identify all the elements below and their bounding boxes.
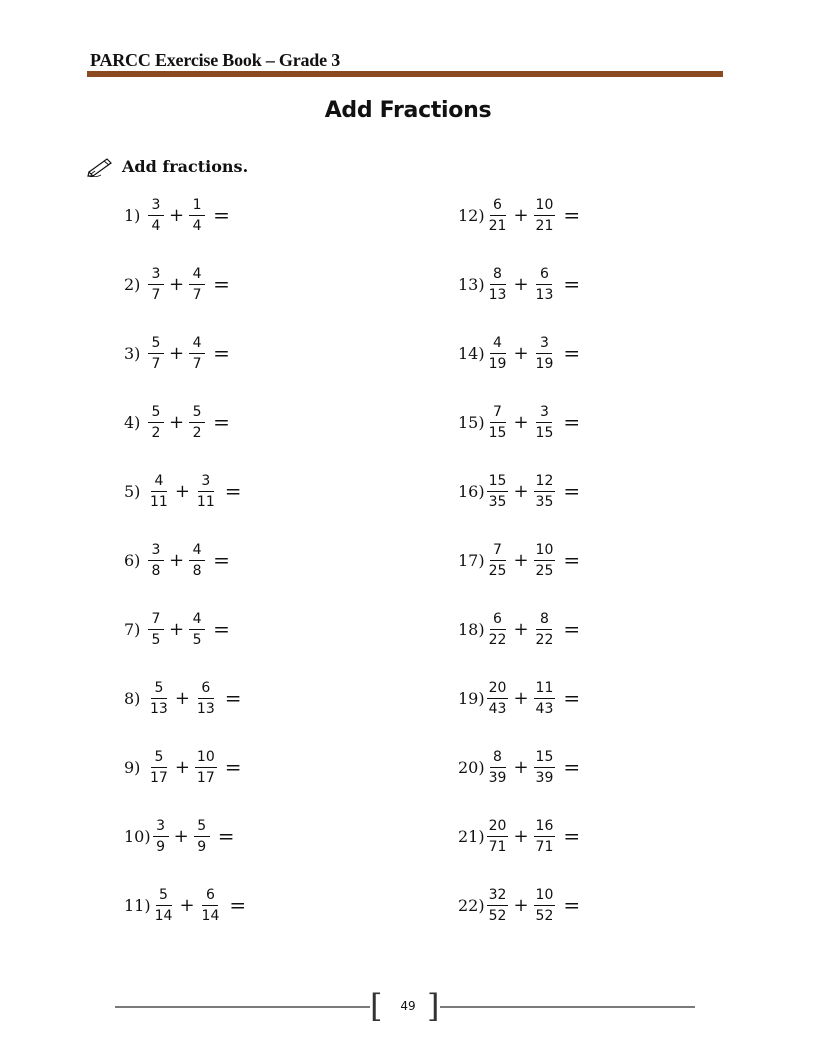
denominator: 35 [535, 493, 554, 510]
numerator: 5 [194, 818, 210, 837]
numerator: 5 [156, 887, 172, 906]
footer-bracket-left: [ [370, 987, 383, 1025]
denominator: 14 [201, 907, 220, 924]
plus-sign: + [513, 894, 529, 916]
problem-row [458, 328, 580, 378]
equals-sign: = [563, 272, 581, 296]
denominator: 8 [151, 562, 161, 579]
fraction [534, 335, 556, 372]
problem-row [458, 397, 580, 447]
fraction [153, 818, 169, 855]
problem-number: 9) [124, 757, 141, 777]
fraction [487, 749, 509, 786]
problem-number: 10) [124, 826, 151, 846]
denominator: 17 [196, 769, 215, 786]
equals-sign: = [213, 341, 230, 365]
page-title: Add Fractions [324, 98, 492, 123]
problem-number: 6) [124, 550, 141, 570]
numerator: 10 [195, 749, 217, 768]
numerator: 7 [148, 611, 164, 630]
numerator: 10 [534, 887, 556, 906]
fraction [148, 611, 164, 648]
plus-sign: + [513, 756, 529, 778]
plus-sign: + [169, 411, 185, 433]
problem-row [458, 190, 580, 240]
plus-sign: + [169, 618, 185, 640]
equals-sign: = [224, 686, 242, 710]
problem-number: 8) [124, 688, 141, 708]
equals-sign: = [563, 893, 581, 917]
numerator: 16 [534, 818, 556, 837]
denominator: 52 [488, 907, 507, 924]
numerator: 15 [487, 473, 509, 492]
fraction [487, 887, 509, 924]
plus-sign: + [179, 894, 195, 916]
denominator: 52 [535, 907, 554, 924]
equals-sign: = [563, 686, 581, 710]
fraction [189, 335, 205, 372]
denominator: 8 [192, 562, 202, 579]
denominator: 11 [150, 493, 168, 510]
equals-sign: = [213, 548, 230, 572]
problem-number: 4) [124, 412, 141, 432]
numerator: 20 [487, 680, 509, 699]
numerator: 6 [490, 611, 506, 630]
plus-sign: + [169, 549, 185, 571]
plus-sign: + [174, 756, 190, 778]
numerator: 3 [148, 266, 164, 285]
plus-sign: + [169, 342, 185, 364]
problem-number: 2) [124, 274, 141, 294]
numerator: 4 [189, 611, 205, 630]
fraction [148, 542, 164, 579]
denominator: 21 [535, 217, 554, 234]
problem-row [124, 742, 242, 792]
numerator: 3 [536, 404, 552, 423]
problem-number: 12) [458, 205, 485, 225]
problem-number: 14) [458, 343, 485, 363]
fraction [487, 542, 509, 579]
numerator: 6 [202, 887, 218, 906]
header-title: PARCC Exercise Book – Grade 3 [90, 50, 341, 70]
denominator: 7 [151, 355, 161, 372]
problem-number: 5) [124, 481, 141, 501]
plus-sign: + [173, 825, 189, 847]
equals-sign: = [217, 824, 235, 848]
instruction-text: Add fractions. [122, 156, 249, 176]
fraction [534, 749, 556, 786]
fraction [148, 197, 164, 234]
numerator: 3 [148, 197, 164, 216]
fraction [534, 473, 556, 510]
problem-number: 7) [124, 619, 141, 639]
numerator: 8 [490, 266, 506, 285]
problem-row [124, 880, 246, 930]
plus-sign: + [513, 618, 529, 640]
footer-line-right [440, 1006, 695, 1008]
problem-row [124, 397, 230, 447]
plus-sign: + [174, 687, 190, 709]
numerator: 3 [148, 542, 164, 561]
page-number: 49 [400, 999, 416, 1013]
plus-sign: + [513, 549, 529, 571]
fraction [148, 266, 164, 303]
fraction [487, 611, 509, 648]
numerator: 3 [153, 818, 169, 837]
fraction [534, 611, 556, 648]
problem-row [124, 259, 230, 309]
denominator: 7 [192, 355, 202, 372]
numerator: 4 [189, 266, 205, 285]
numerator: 5 [148, 404, 164, 423]
plus-sign: + [513, 342, 529, 364]
numerator: 4 [189, 542, 205, 561]
denominator: 13 [488, 286, 507, 303]
problem-row [124, 811, 234, 861]
fraction [153, 887, 175, 924]
problem-number: 22) [458, 895, 485, 915]
equals-sign: = [563, 755, 581, 779]
numerator: 11 [534, 680, 556, 699]
fraction [534, 542, 556, 579]
denominator: 2 [151, 424, 161, 441]
plus-sign: + [513, 273, 529, 295]
numerator: 3 [536, 335, 552, 354]
denominator: 7 [192, 286, 202, 303]
fraction [534, 404, 556, 441]
denominator: 9 [197, 838, 207, 855]
numerator: 4 [490, 335, 506, 354]
equals-sign: = [224, 755, 242, 779]
numerator: 4 [151, 473, 167, 492]
denominator: 17 [150, 769, 168, 786]
fraction [148, 749, 170, 786]
denominator: 2 [192, 424, 202, 441]
fraction [487, 473, 509, 510]
fraction [200, 887, 222, 924]
denominator: 19 [535, 355, 554, 372]
plus-sign: + [513, 825, 529, 847]
fraction [487, 197, 509, 234]
numerator: 5 [151, 749, 167, 768]
equals-sign: = [213, 272, 230, 296]
equals-sign: = [563, 203, 581, 227]
denominator: 13 [150, 700, 168, 717]
problem-row [124, 190, 230, 240]
fraction [189, 266, 205, 303]
problem-number: 1) [124, 205, 141, 225]
denominator: 5 [151, 631, 161, 648]
fraction [189, 404, 205, 441]
fraction [534, 818, 556, 855]
fraction [189, 542, 205, 579]
equals-sign: = [224, 479, 242, 503]
denominator: 14 [154, 907, 173, 924]
fraction [534, 887, 556, 924]
numerator: 32 [487, 887, 509, 906]
numerator: 6 [198, 680, 214, 699]
problem-number: 17) [458, 550, 485, 570]
denominator: 13 [535, 286, 554, 303]
fraction [148, 473, 170, 510]
problem-row [124, 673, 242, 723]
numerator: 12 [534, 473, 556, 492]
numerator: 10 [534, 542, 556, 561]
footer-bracket-right: ] [427, 987, 440, 1025]
problem-number: 16) [458, 481, 485, 501]
denominator: 4 [151, 217, 161, 234]
problem-number: 13) [458, 274, 485, 294]
numerator: 1 [189, 197, 205, 216]
problem-number: 20) [458, 757, 485, 777]
equals-sign: = [229, 893, 247, 917]
plus-sign: + [513, 480, 529, 502]
equals-sign: = [213, 410, 230, 434]
fraction [487, 818, 509, 855]
problem-number: 3) [124, 343, 141, 363]
fraction [195, 680, 217, 717]
equals-sign: = [563, 410, 581, 434]
equals-sign: = [563, 548, 581, 572]
fraction [534, 197, 556, 234]
numerator: 6 [490, 197, 506, 216]
denominator: 25 [488, 562, 507, 579]
plus-sign: + [174, 480, 190, 502]
denominator: 22 [535, 631, 554, 648]
fraction [534, 266, 556, 303]
denominator: 39 [488, 769, 507, 786]
fraction [195, 749, 217, 786]
numerator: 20 [487, 818, 509, 837]
fraction [189, 611, 205, 648]
fraction [487, 680, 509, 717]
fraction [487, 266, 509, 303]
equals-sign: = [563, 824, 581, 848]
numerator: 4 [189, 335, 205, 354]
problem-row [124, 466, 242, 516]
equals-sign: = [213, 617, 230, 641]
plus-sign: + [513, 687, 529, 709]
problem-row [458, 466, 580, 516]
problem-row [458, 811, 580, 861]
denominator: 5 [192, 631, 202, 648]
plus-sign: + [513, 411, 529, 433]
fraction [195, 473, 217, 510]
problem-row [124, 535, 230, 585]
equals-sign: = [563, 479, 581, 503]
problem-row [458, 673, 580, 723]
problem-row [458, 535, 580, 585]
fraction [487, 404, 509, 441]
numerator: 6 [536, 266, 552, 285]
denominator: 71 [488, 838, 507, 855]
problem-number: 19) [458, 688, 485, 708]
denominator: 7 [151, 286, 161, 303]
fraction [148, 680, 170, 717]
numerator: 5 [189, 404, 205, 423]
problem-row [124, 328, 230, 378]
pencil-icon [87, 155, 113, 177]
instruction [87, 155, 248, 177]
denominator: 43 [535, 700, 554, 717]
equals-sign: = [213, 203, 230, 227]
fraction [534, 680, 556, 717]
header-rule [87, 71, 723, 77]
problem-number: 11) [124, 895, 151, 915]
denominator: 15 [535, 424, 554, 441]
problem-row [458, 742, 580, 792]
numerator: 7 [490, 542, 506, 561]
denominator: 21 [488, 217, 507, 234]
numerator: 5 [148, 335, 164, 354]
plus-sign: + [169, 204, 185, 226]
denominator: 25 [535, 562, 554, 579]
denominator: 43 [488, 700, 507, 717]
denominator: 71 [535, 838, 554, 855]
fraction [148, 335, 164, 372]
denominator: 39 [535, 769, 554, 786]
problem-number: 21) [458, 826, 485, 846]
fraction [487, 335, 509, 372]
fraction [189, 197, 205, 234]
problem-row [458, 880, 580, 930]
denominator: 13 [196, 700, 215, 717]
denominator: 22 [488, 631, 507, 648]
denominator: 35 [488, 493, 507, 510]
numerator: 3 [198, 473, 214, 492]
fraction [148, 404, 164, 441]
numerator: 10 [534, 197, 556, 216]
numerator: 7 [490, 404, 506, 423]
problem-row [458, 259, 580, 309]
denominator: 9 [156, 838, 166, 855]
problem-number: 18) [458, 619, 485, 639]
numerator: 5 [151, 680, 167, 699]
denominator: 11 [196, 493, 215, 510]
plus-sign: + [513, 204, 529, 226]
plus-sign: + [169, 273, 185, 295]
numerator: 8 [536, 611, 552, 630]
equals-sign: = [563, 617, 581, 641]
denominator: 19 [488, 355, 507, 372]
numerator: 8 [490, 749, 506, 768]
equals-sign: = [563, 341, 581, 365]
problem-row [124, 604, 230, 654]
problem-row [458, 604, 580, 654]
numerator: 15 [534, 749, 556, 768]
problem-number: 15) [458, 412, 485, 432]
denominator: 15 [488, 424, 507, 441]
fraction [194, 818, 210, 855]
denominator: 4 [192, 217, 202, 234]
